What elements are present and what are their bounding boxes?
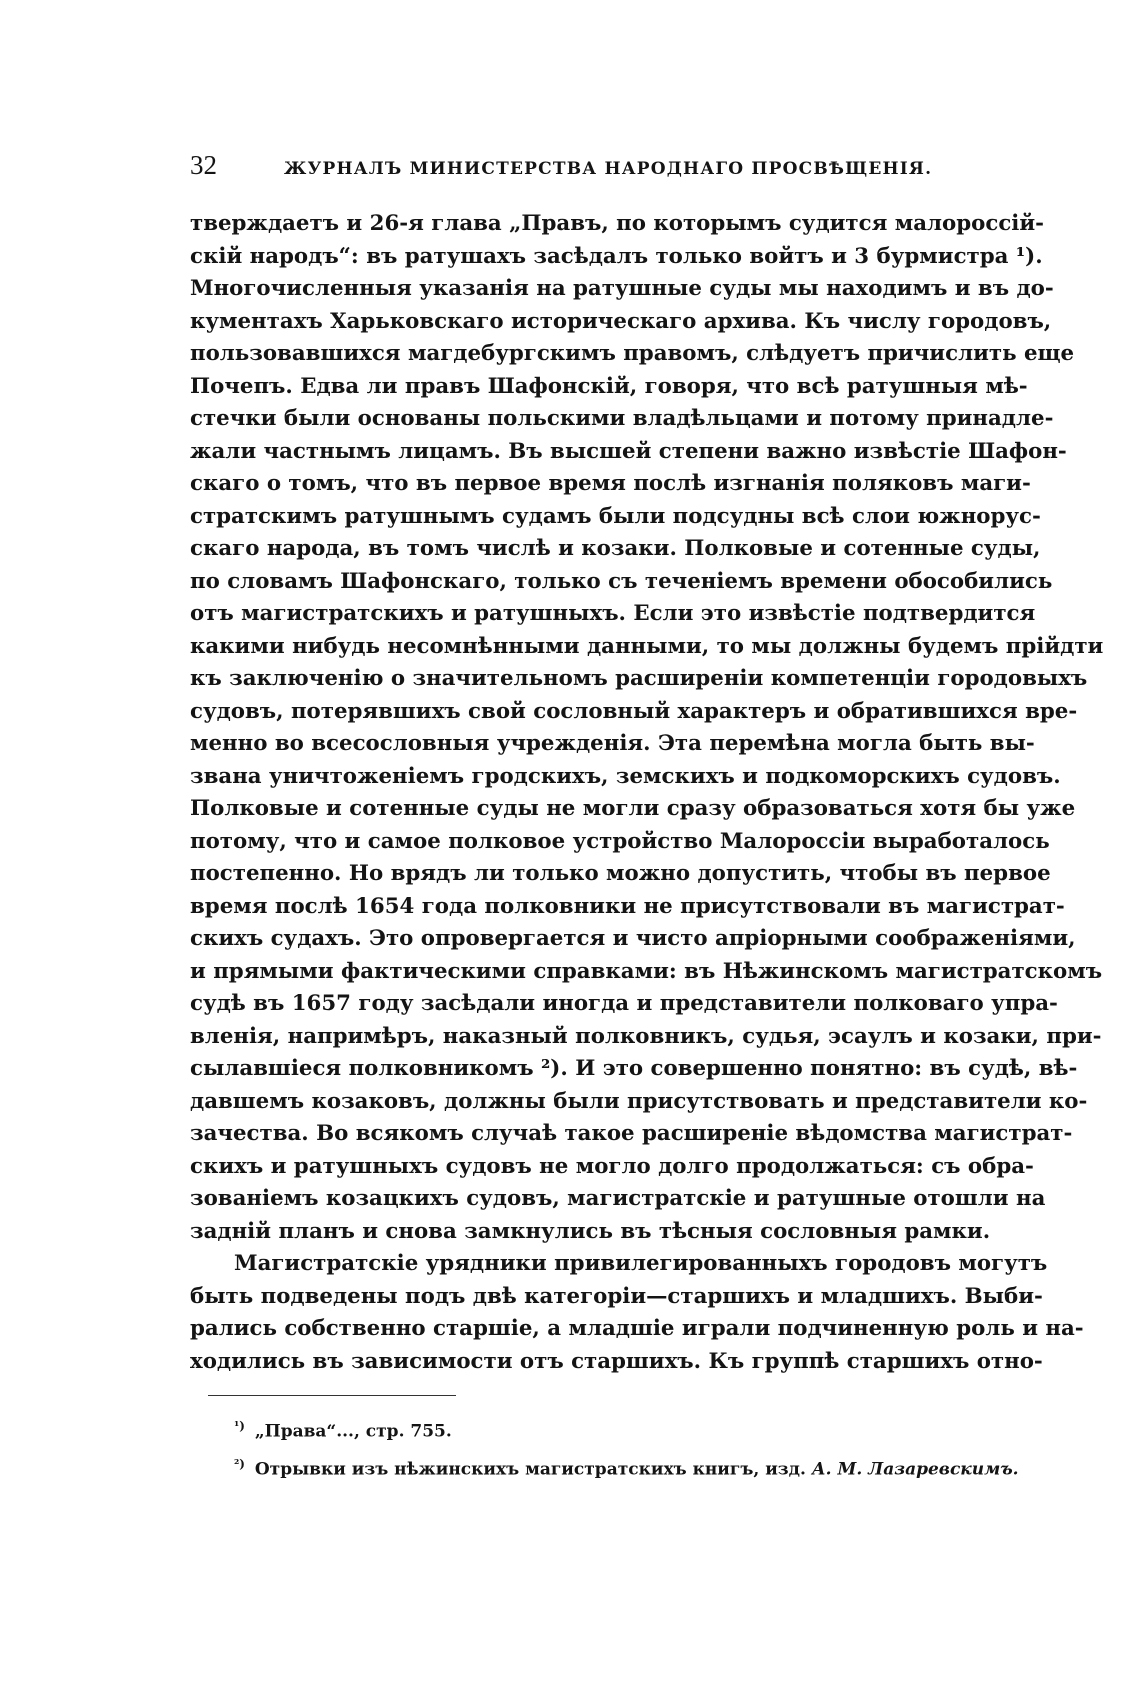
text-line: Многочисленныя указанія на ратушные суды мы находимъ и въ до- [190, 276, 1054, 301]
page-number: 32 [190, 150, 217, 180]
text-line: судѣ въ 1657 году засѣдали иногда и представители полковаго упра- [190, 991, 1058, 1016]
footnote-mark: ¹) [234, 1419, 245, 1433]
text-line: скихъ судахъ. Это опровергается и чисто апріорными соображеніями, [190, 926, 1076, 951]
footnotes [234, 1410, 1019, 1485]
text-line: стечки были основаны польскими владѣльцами и потому принадле- [190, 406, 1054, 431]
main-text [190, 208, 1104, 1378]
text-line: Полковые и сотенные суды не могли сразу образоваться хотя бы уже [190, 796, 1076, 821]
text-line: потому, что и самое полковое устройство Малороссіи выработалось [190, 828, 1050, 854]
text-line: какими нибудь несомнѣнными данными, то мы должны будемъ прійдти [190, 633, 1104, 659]
running-title: ЖУРНАЛЪ МИНИСТЕРСТВА НАРОДНАГО ПРОСВѢЩЕНІЯ. [284, 159, 933, 179]
text-line: задній планъ и снова замкнулись въ тѣсныя сословныя рамки. [190, 1218, 991, 1244]
text-line: время послѣ 1654 года полковники не присутствовали въ магистрат- [190, 893, 1065, 919]
text-line: скихъ и ратушныхъ судовъ не могло долго продолжаться: съ обра- [190, 1153, 1034, 1179]
text-line: постепенно. Но врядъ ли только можно допустить, чтобы въ первое [190, 861, 1051, 886]
text-line: скаго о томъ, что въ первое время послѣ изгнанія поляковъ маги- [190, 471, 1031, 496]
text-line: отъ магистратскихъ и ратушныхъ. Если это извѣстіе подтвердится [190, 601, 1036, 626]
text-line: тверждаетъ и 26-я глава „Правъ, по которымъ судится малороссій- [190, 211, 1045, 236]
paragraph-2 [190, 1248, 1084, 1378]
text-line: Почепъ. Едва ли правъ Шафонскій, говоря, что всѣ ратушныя мѣ- [190, 373, 1028, 399]
text-line: жали частнымъ лицамъ. Въ высшей степени важно извѣстіе Шафон- [190, 438, 1067, 464]
text-line: рались собственно старшіе, а младшіе играли подчиненную роль и на- [190, 1316, 1084, 1341]
text-line: по словамъ Шафонскаго, только съ теченіемъ времени обособились [190, 568, 1053, 594]
text-line: менно во всесословныя учрежденія. Эта перемѣна могла быть вы- [190, 731, 1035, 756]
text-line: быть подведены подъ двѣ категоріи—старшихъ и младшихъ. Выби- [190, 1283, 1043, 1309]
text-line: судовъ, потерявшихъ свой сословный характеръ и обратившихся вре- [190, 698, 1078, 724]
footnote-rule [208, 1395, 456, 1396]
text-line: скаго народа, въ томъ числѣ и козаки. Полковые и сотенные суды, [190, 536, 1041, 561]
text-line: къ заключенію о значительномъ расширеніи компетенціи городовыхъ [190, 666, 1088, 691]
page-header [190, 150, 990, 181]
text-line: пользовавшихся магдебургскимъ правомъ, слѣдуетъ причислить еще [190, 341, 1075, 366]
text-line: кументахъ Харьковскаго историческаго архива. Къ числу городовъ, [190, 308, 1052, 334]
footnote-italic: А. М. Лазаревскимъ. [811, 1459, 1019, 1480]
footnote-1 [234, 1410, 1004, 1448]
text-line: звана уничтоженіемъ гродскихъ, земскихъ и подкоморскихъ судовъ. [190, 763, 1061, 789]
text-line: зачества. Во всякомъ случаѣ такое расширеніе вѣдомства магистрат- [190, 1121, 1073, 1146]
text-line: скій народъ“: въ ратушахъ засѣдалъ только войтъ и 3 бурмистра ¹). [190, 243, 1043, 269]
text-line: ходились въ зависимости отъ старшихъ. Къ группѣ старшихъ отно- [190, 1348, 1043, 1374]
footnote-text: „Права“..., стр. 755. [254, 1421, 452, 1442]
text-line: давшемъ козаковъ, должны были присутствовать и представители ко- [190, 1088, 1088, 1114]
text-line: стратскимъ ратушнымъ судамъ были подсудны всѣ слои южнорус- [190, 503, 1041, 529]
text-line: сылавшіеся полковникомъ ²). И это совершенно понятно: въ судѣ, вѣ- [190, 1056, 1078, 1081]
text-line: Магистратскіе урядники привилегированныхъ городовъ могутъ [234, 1251, 1048, 1276]
text-line: зованіемъ козацкихъ судовъ, магистратскіе и ратушные отошли на [190, 1186, 1046, 1211]
paragraph-1 [190, 208, 1104, 1248]
footnote-2 [234, 1448, 1019, 1486]
text-line: и прямыми фактическими справками: въ Нѣжинскомъ магистратскомъ [190, 958, 1103, 984]
text-line: вленія, напримѣръ, наказный полковникъ, судья, эсаулъ и козаки, при- [190, 1023, 1102, 1049]
footnote-mark: ²) [234, 1456, 245, 1471]
footnote-text: Отрывки изъ нѣжинскихъ магистратскихъ книгъ, изд. [254, 1459, 806, 1480]
